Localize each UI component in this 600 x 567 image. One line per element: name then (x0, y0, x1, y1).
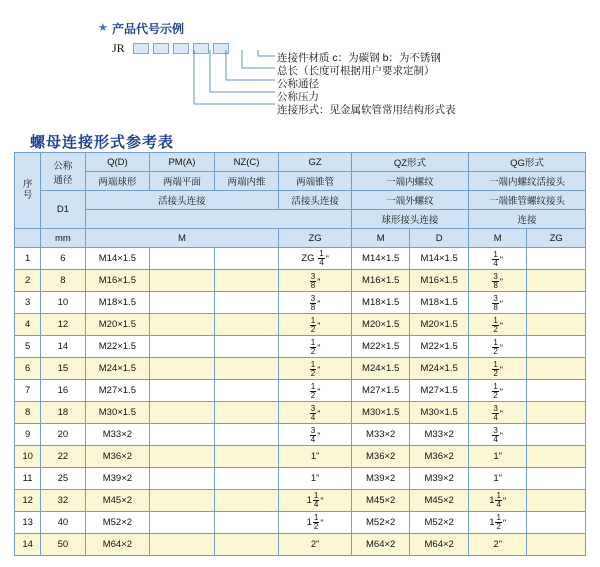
header-unit-mm: mm (41, 229, 85, 248)
cell-gz-size: 1 $\frac{1}{4}$ " (279, 490, 352, 512)
cell-nominal-diameter: 20 (41, 424, 85, 446)
cell-qg-m: 1" (468, 468, 527, 490)
star-icon: ★ (98, 22, 108, 34)
cell-serial: 2 (15, 270, 41, 292)
header-left-connection: 活接头连接 (85, 191, 279, 210)
cell-gz-size: 1 $\frac{1}{2}$ " (279, 512, 352, 534)
cell-qz-d: M52×2 (410, 512, 469, 534)
cell-nominal-diameter: 8 (41, 270, 85, 292)
cell-qz-m: M30×1.5 (351, 402, 410, 424)
cell-gz-size: 1" (279, 446, 352, 468)
table-body (15, 248, 586, 556)
cell-q-thread: M16×1.5 (85, 270, 150, 292)
cell-pm-thread (150, 534, 215, 556)
cell-qz-m: M36×2 (351, 446, 410, 468)
cell-gz-size: ZG $\frac{1}{4}$ " (279, 248, 352, 270)
cell-qg-m: 1 $\frac{1}{2}$ " (468, 512, 527, 534)
table-header-row-1 (15, 153, 586, 172)
cell-nz-thread (214, 270, 279, 292)
cell-serial: 12 (15, 490, 41, 512)
cell-gz-size: $\frac{3}{4}$ " (279, 424, 352, 446)
cell-q-thread: M30×1.5 (85, 402, 150, 424)
header-unit-blank (15, 229, 41, 248)
cell-nominal-diameter: 10 (41, 292, 85, 314)
cell-qg-zg (527, 534, 586, 556)
cell-nz-thread (214, 292, 279, 314)
header-q-desc: 两端球形 (85, 172, 150, 191)
cell-qg-zg (527, 424, 586, 446)
header-group-qz: QZ形式 (351, 153, 468, 172)
cell-qz-d: M16×1.5 (410, 270, 469, 292)
cell-gz-size: $\frac{3}{8}$ " (279, 270, 352, 292)
cell-q-thread: M27×1.5 (85, 380, 150, 402)
cell-nz-thread (214, 468, 279, 490)
cell-qg-zg (527, 468, 586, 490)
cell-qz-d: M39×2 (410, 468, 469, 490)
cell-qz-d: M27×1.5 (410, 380, 469, 402)
table-row (15, 468, 586, 490)
cell-q-thread: M64×2 (85, 534, 150, 556)
cell-qg-m: $\frac{3}{8}$ " (468, 270, 527, 292)
cell-nz-thread (214, 314, 279, 336)
table-row (15, 490, 586, 512)
cell-nominal-diameter: 32 (41, 490, 85, 512)
cell-serial: 14 (15, 534, 41, 556)
table-row (15, 512, 586, 534)
cell-qz-m: M18×1.5 (351, 292, 410, 314)
cell-qz-m: M22×1.5 (351, 336, 410, 358)
cell-pm-thread (150, 292, 215, 314)
header-blank-left (85, 210, 351, 229)
cell-qg-zg (527, 248, 586, 270)
cell-qg-zg (527, 446, 586, 468)
cell-qz-d: M30×1.5 (410, 402, 469, 424)
cell-nominal-diameter: 40 (41, 512, 85, 534)
table-header-row-units (15, 229, 586, 248)
cell-qz-d: M24×1.5 (410, 358, 469, 380)
cell-serial: 4 (15, 314, 41, 336)
table-header-row-2 (15, 172, 586, 191)
cell-qg-zg (527, 380, 586, 402)
cell-qg-m: $\frac{3}{4}$ " (468, 424, 527, 446)
cell-pm-thread (150, 468, 215, 490)
header-unit-zg: ZG (279, 229, 352, 248)
header-unit-qz-d: D (410, 229, 469, 248)
cell-nz-thread (214, 248, 279, 270)
cell-qz-m: M64×2 (351, 534, 410, 556)
cell-gz-size: $\frac{1}{2}$ " (279, 358, 352, 380)
cell-q-thread: M52×2 (85, 512, 150, 534)
cell-nominal-diameter: 12 (41, 314, 85, 336)
cell-qg-m: $\frac{1}{2}$ " (468, 314, 527, 336)
table-header-row-3 (15, 191, 586, 210)
code-label-nominal-pressure: 公称压力 (277, 91, 319, 103)
cell-qz-d: M22×1.5 (410, 336, 469, 358)
code-label-material: 连接件材质 c：为碳钢 b：为不锈钢 (277, 52, 441, 64)
cell-gz-size: $\frac{1}{2}$ " (279, 314, 352, 336)
cell-serial: 8 (15, 402, 41, 424)
cell-pm-thread (150, 314, 215, 336)
table-row (15, 248, 586, 270)
table-row (15, 424, 586, 446)
cell-pm-thread (150, 380, 215, 402)
cell-q-thread: M22×1.5 (85, 336, 150, 358)
cell-gz-size: $\frac{3}{4}$ " (279, 402, 352, 424)
cell-pm-thread (150, 490, 215, 512)
cell-qz-d: M33×2 (410, 424, 469, 446)
code-label-connection-type: 连接形式：见金属软管常用结构形式表 (277, 104, 456, 116)
cell-q-thread: M36×2 (85, 446, 150, 468)
header-nominal-diameter: 公称 通径 (41, 153, 85, 191)
cell-nominal-diameter: 18 (41, 402, 85, 424)
table-row (15, 380, 586, 402)
cell-nz-thread (214, 512, 279, 534)
cell-qg-m: 1" (468, 446, 527, 468)
code-label-nominal-diameter: 公称通径 (277, 78, 319, 90)
cell-serial: 10 (15, 446, 41, 468)
cell-serial: 6 (15, 358, 41, 380)
section-title: 螺母连接形式参考表 (30, 134, 175, 151)
table-row (15, 336, 586, 358)
header-nz-desc: 两端内维 (214, 172, 279, 191)
cell-serial: 5 (15, 336, 41, 358)
cell-q-thread: M14×1.5 (85, 248, 150, 270)
cell-nz-thread (214, 402, 279, 424)
cell-q-thread: M39×2 (85, 468, 150, 490)
cell-qz-m: M45×2 (351, 490, 410, 512)
cell-pm-thread (150, 512, 215, 534)
header-gz-connection: 活接头连接 (279, 191, 352, 210)
header-qg-desc: 一端内螺纹活接头 (468, 172, 585, 191)
cell-qg-m: 1 $\frac{1}{4}$ " (468, 490, 527, 512)
nut-connection-table (14, 152, 586, 556)
cell-qg-zg (527, 292, 586, 314)
cell-pm-thread (150, 270, 215, 292)
cell-gz-size: $\frac{3}{8}$ " (279, 292, 352, 314)
cell-serial: 1 (15, 248, 41, 270)
cell-qz-m: M52×2 (351, 512, 410, 534)
header-qz-ball: 球形接头连接 (351, 210, 468, 229)
cell-serial: 7 (15, 380, 41, 402)
code-label-length: 总长（长度可根据用户要求定制） (277, 65, 435, 77)
cell-pm-thread (150, 358, 215, 380)
cell-pm-thread (150, 446, 215, 468)
cell-qg-zg (527, 490, 586, 512)
header-group-q: Q(D) (85, 153, 150, 172)
cell-qg-m: $\frac{1}{2}$ " (468, 336, 527, 358)
header-qz-desc: 一端内螺纹 (351, 172, 468, 191)
nut-connection-table-wrap (14, 152, 586, 556)
cell-qg-zg (527, 270, 586, 292)
product-code-example (0, 0, 600, 128)
cell-qg-zg (527, 314, 586, 336)
cell-qz-m: M20×1.5 (351, 314, 410, 336)
cell-pm-thread (150, 248, 215, 270)
leader-lines (120, 48, 280, 124)
cell-nominal-diameter: 16 (41, 380, 85, 402)
cell-nominal-diameter: 6 (41, 248, 85, 270)
cell-serial: 11 (15, 468, 41, 490)
cell-gz-size: 2" (279, 534, 352, 556)
header-gz-desc: 两端锥管 (279, 172, 352, 191)
cell-qz-m: M33×2 (351, 424, 410, 446)
cell-q-thread: M24×1.5 (85, 358, 150, 380)
cell-q-thread: M33×2 (85, 424, 150, 446)
cell-nominal-diameter: 50 (41, 534, 85, 556)
cell-nominal-diameter: 25 (41, 468, 85, 490)
cell-nz-thread (214, 490, 279, 512)
header-pm-desc: 两端平面 (150, 172, 215, 191)
table-row (15, 270, 586, 292)
cell-qg-m: $\frac{1}{2}$ " (468, 380, 527, 402)
cell-qz-m: M39×2 (351, 468, 410, 490)
cell-gz-size: 1" (279, 468, 352, 490)
cell-serial: 3 (15, 292, 41, 314)
cell-q-thread: M18×1.5 (85, 292, 150, 314)
table-row (15, 402, 586, 424)
header-qg-thread: 一端锥管螺纹接头 (468, 191, 585, 210)
cell-pm-thread (150, 424, 215, 446)
cell-qg-zg (527, 402, 586, 424)
cell-qz-d: M45×2 (410, 490, 469, 512)
cell-qg-m: 2" (468, 534, 527, 556)
cell-qg-m: $\frac{3}{8}$ " (468, 292, 527, 314)
cell-nz-thread (214, 336, 279, 358)
header-qg-conn: 连接 (468, 210, 585, 229)
cell-qz-d: M20×1.5 (410, 314, 469, 336)
cell-qz-m: M14×1.5 (351, 248, 410, 270)
cell-q-thread: M45×2 (85, 490, 150, 512)
table-head (15, 153, 586, 248)
cell-qg-m: $\frac{1}{4}$ " (468, 248, 527, 270)
cell-nz-thread (214, 446, 279, 468)
cell-qg-zg (527, 358, 586, 380)
table-row (15, 446, 586, 468)
cell-gz-size: $\frac{1}{2}$ " (279, 380, 352, 402)
cell-qg-zg (527, 512, 586, 534)
header-unit-qz-m: M (351, 229, 410, 248)
cell-qg-zg (527, 336, 586, 358)
table-row (15, 314, 586, 336)
cell-qz-d: M36×2 (410, 446, 469, 468)
cell-nz-thread (214, 534, 279, 556)
table-row (15, 534, 586, 556)
cell-pm-thread (150, 402, 215, 424)
cell-qz-m: M16×1.5 (351, 270, 410, 292)
cell-gz-size: $\frac{1}{2}$ " (279, 336, 352, 358)
table-row (15, 292, 586, 314)
cell-qz-d: M14×1.5 (410, 248, 469, 270)
cell-qz-m: M27×1.5 (351, 380, 410, 402)
cell-qz-m: M24×1.5 (351, 358, 410, 380)
cell-pm-thread (150, 336, 215, 358)
code-example-title: 产品代号示例 (112, 22, 185, 36)
header-group-nz: NZ(C) (214, 153, 279, 172)
cell-nominal-diameter: 15 (41, 358, 85, 380)
header-unit-qg-m: M (468, 229, 527, 248)
cell-nz-thread (214, 424, 279, 446)
cell-serial: 13 (15, 512, 41, 534)
header-d1: D1 (41, 191, 85, 229)
cell-serial: 9 (15, 424, 41, 446)
code-prefix: JR (112, 41, 125, 55)
cell-nz-thread (214, 358, 279, 380)
cell-qg-m: $\frac{1}{2}$ " (468, 358, 527, 380)
cell-nz-thread (214, 380, 279, 402)
header-unit-qg-zg: ZG (527, 229, 586, 248)
header-qz-thread: 一端外螺纹 (351, 191, 468, 210)
header-serial: 序 号 (15, 153, 41, 229)
table-row (15, 358, 586, 380)
cell-nominal-diameter: 22 (41, 446, 85, 468)
header-group-qg: QG形式 (468, 153, 585, 172)
cell-qz-d: M64×2 (410, 534, 469, 556)
cell-qg-m: $\frac{3}{4}$ " (468, 402, 527, 424)
cell-q-thread: M20×1.5 (85, 314, 150, 336)
header-group-gz: GZ (279, 153, 352, 172)
cell-qz-d: M18×1.5 (410, 292, 469, 314)
header-unit-m: M (85, 229, 279, 248)
cell-nominal-diameter: 14 (41, 336, 85, 358)
table-header-row-4 (15, 210, 586, 229)
header-group-pm: PM(A) (150, 153, 215, 172)
